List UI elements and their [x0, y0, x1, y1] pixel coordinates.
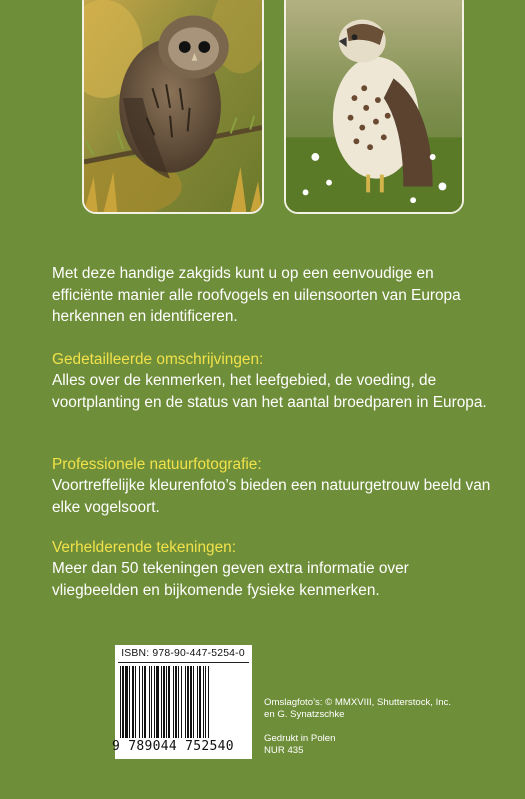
section-text: Alles over de kenmerken, het leefgebied, de voeding, de voortplanting en de status van het aantal broedparen in Europa. [52, 372, 487, 411]
photo-credit: Omslagfoto’s: © MMXVIII, Shutterstock, Inc. [264, 697, 452, 708]
intro-text: Met deze handige zakgids kunt u op een eenvoudige en efficiënte manier alle roofvogels en uilensoorten van Europa herkennen en identificeren. [52, 265, 461, 325]
printed-in: Gedrukt in Polen [264, 733, 336, 744]
barcode-bars [118, 666, 249, 738]
isbn-number: ISBN: 978-90-447-5254-0 [121, 648, 245, 659]
barcode-digits: 9 789044 752540 [112, 739, 234, 754]
section-heading: Verhelderende tekeningen: [52, 539, 236, 556]
section-heading: Professionele natuurfotografie: [52, 456, 262, 473]
section-text: Voortreffelijke kleurenfoto’s bieden een natuurgetrouw beeld van elke vogelsoort. [52, 477, 491, 516]
section-text: Meer dan 50 tekeningen geven extra informatie over vliegbeelden en bijkomende fysieke kenmerken. [52, 560, 409, 599]
isbn-divider [118, 662, 249, 663]
nur-code: NUR 435 [264, 745, 304, 756]
owl-photo [82, 0, 264, 214]
buzzard-photo [284, 0, 464, 214]
section-heading: Gedetailleerde omschrijvingen: [52, 351, 264, 368]
photo-credit-2: en G. Synatzschke [264, 709, 345, 720]
